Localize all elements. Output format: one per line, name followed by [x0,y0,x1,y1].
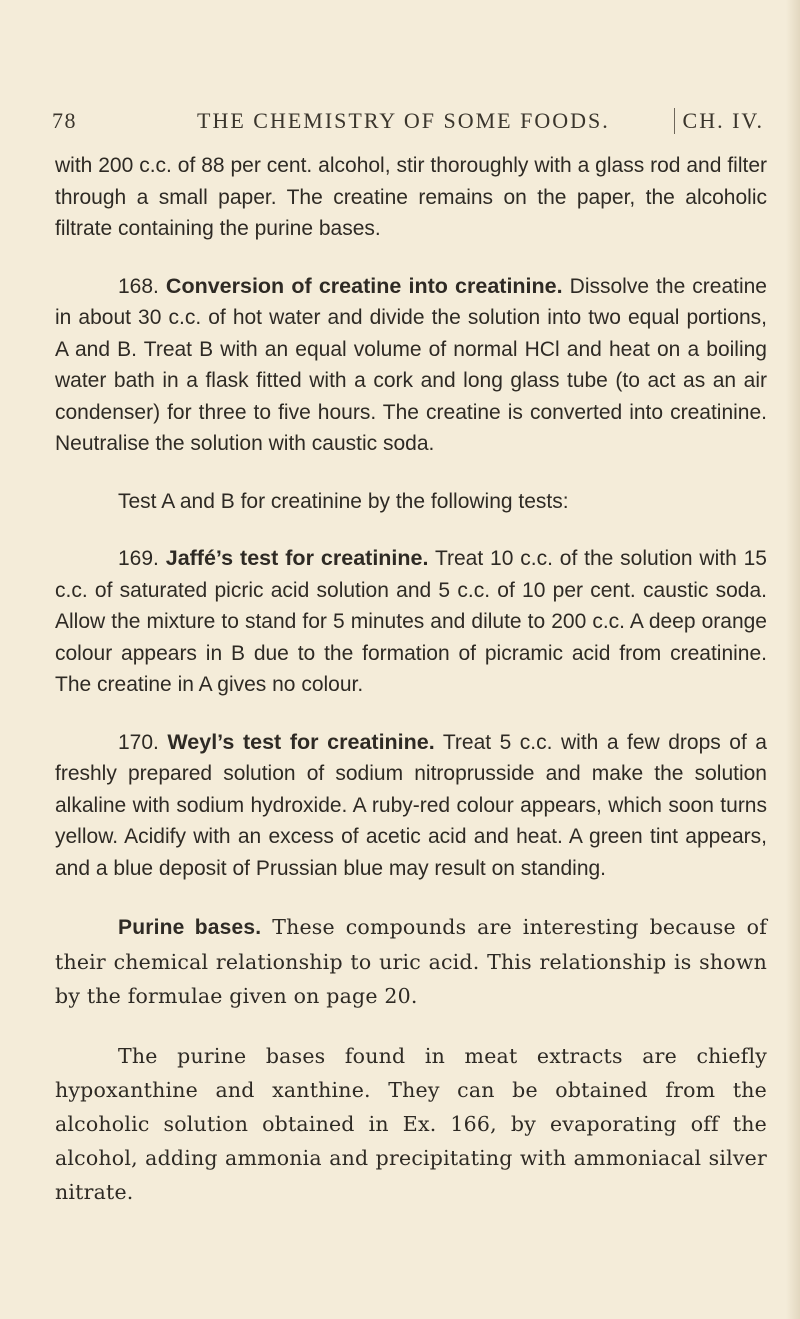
paragraph-text: The purine bases found in meat extracts are chiefly hypoxanthine and xanthine. They can be obtained from the alcoholic solution obtained in Ex. 166, by evaporating off the alcohol, adding ammonia and precipitating with ammoniacal silver nitrate. [55,1044,767,1204]
section-title: Conversion of creatine into creatinine. [165,273,563,298]
page-header [52,108,764,138]
running-title: THE CHEMISTRY OF SOME FOODS. [197,108,610,133]
continued-paragraph [55,150,767,245]
section-number: 169. [118,547,159,570]
section-title: Jaffé’s test for creatinine. [165,546,429,570]
section-title: Weyl’s test for creatinine. [167,729,435,754]
body-text [55,150,767,1235]
section-169 [55,543,767,701]
section-168 [55,271,767,460]
section-title: Purine bases. [118,916,262,939]
section-170 [55,727,767,885]
paragraph-text: Test A and B for creatinine by the following tests: [118,489,569,513]
paragraph-text: with 200 c.c. of 88 per cent. alcohol, stir thoroughly with a glass rod and filter through a small paper. The creatine remains on the paper, the alcoholic filtrate containing the purine bases. [55,154,767,240]
purine-bases-paragraph [55,910,767,1013]
section-text: Dissolve the creatine in about 30 c.c. of hot water and divide the solution into two equal portions, A and B. Treat B with an equal volume of normal HCl and heat on a boiling water bath in a flask fitted with a cork and long glass tube (to act as an air condenser) for three to five hours. The creatine is converted into creatinine. Neutralise the solution with caustic soda. [55,274,767,455]
purine-bases-detail [55,1039,767,1209]
section-number: 170. [118,730,159,754]
section-text: Treat 5 c.c. with a few drops of a freshly prepared solution of sodium nitroprusside and make the solution alkaline with sodium hydroxide. A ruby-red colour appears, which soon turns yellow. Acidify with an excess of acetic acid and heat. A green tint appears, and a blue deposit of Prussian blue may result on standing. [55,730,767,880]
section-number: 168. [118,274,159,298]
section-text: These compounds are interesting because of their chemical relationship to uric acid. This relationship is shown by the formulae given on page 20. [55,915,767,1008]
page-edge-shadow [786,0,800,1319]
page-number: 78 [52,108,77,133]
chapter-reference: CH. IV. [674,108,764,134]
section-text: Treat 10 c.c. of the solution with 15 c.c. of saturated picric acid solution and 5 c.c. of 10 per cent. caustic soda. Allow the mixture to stand for 5 minutes and dilute to 200 c.c. A deep orange colour appears in B due to the formation of picramic acid from creatinine. The creatine in A gives no colour. [55,547,767,696]
test-intro [55,486,767,518]
